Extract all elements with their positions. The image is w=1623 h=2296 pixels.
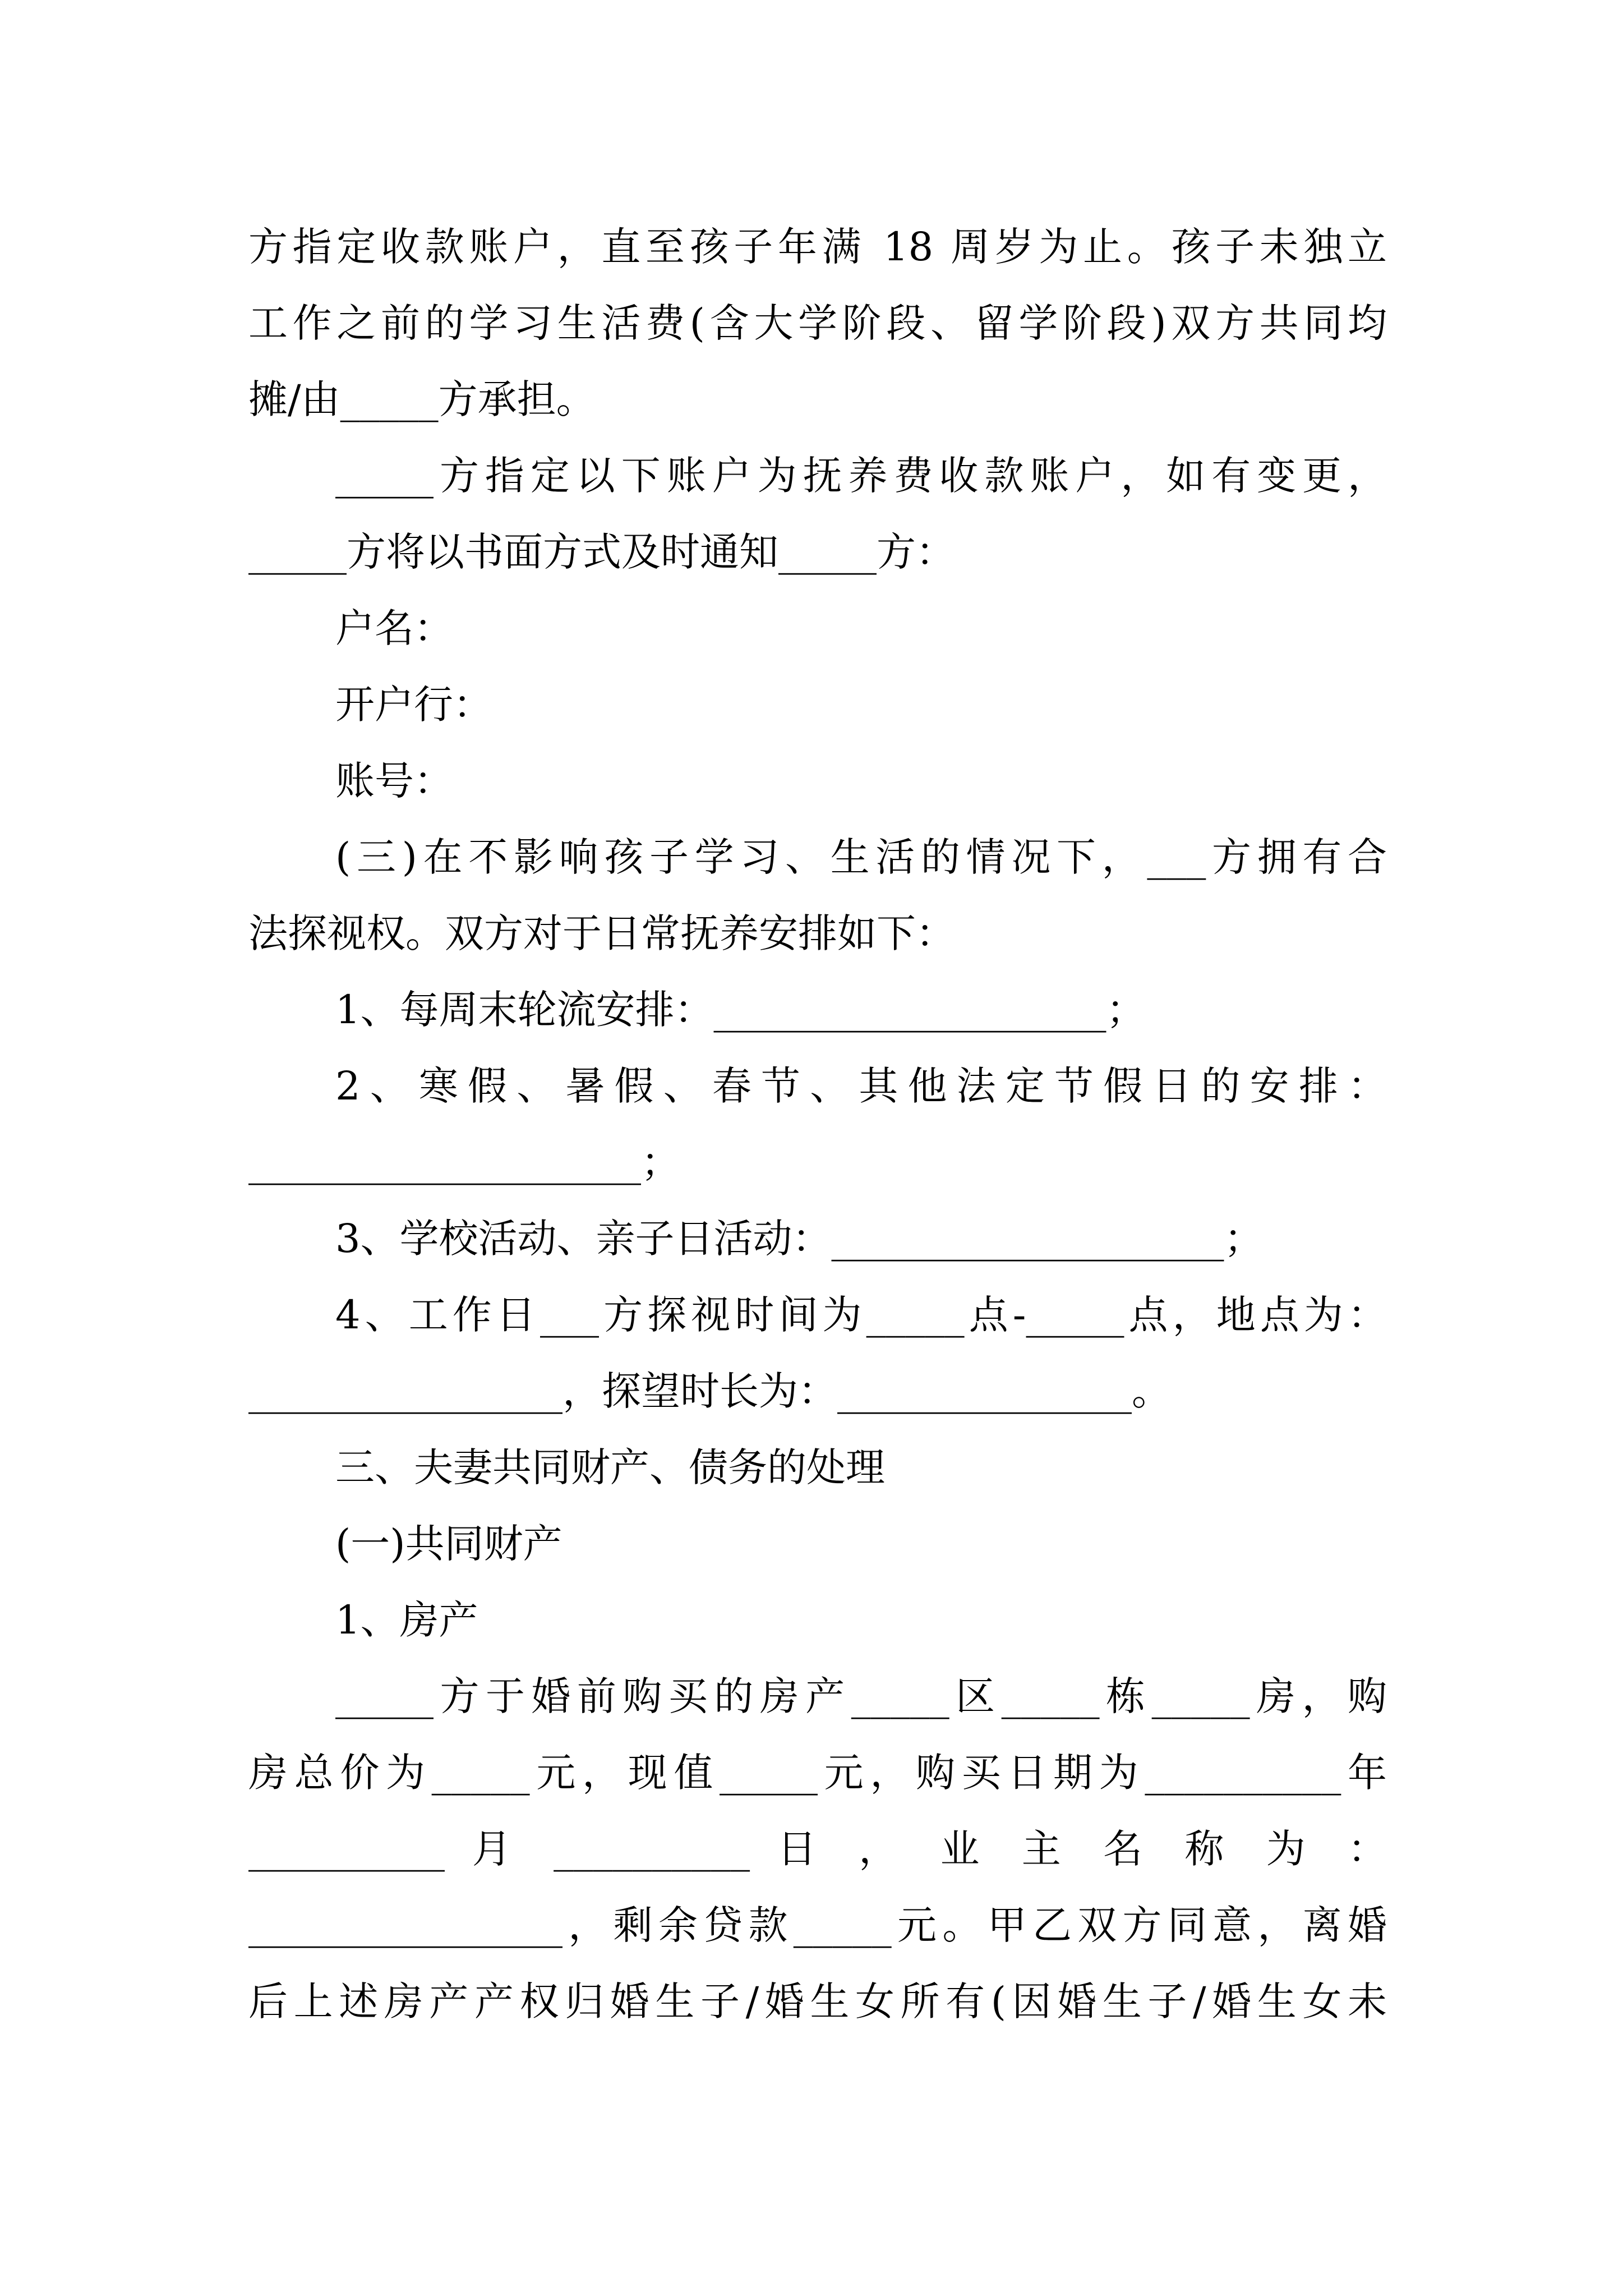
text-line: 方指定收款账户，直至孩子年满 18 周岁为止。孩子未独立 bbox=[248, 224, 1387, 270]
text-line: 房总价为_____元，现值_____元，购买日期为__________年 bbox=[248, 1750, 1387, 1796]
text-line: 后上述房产产权归婚生子/婚生女所有(因婚生子/婚生女未 bbox=[248, 1978, 1387, 2024]
text-line: _____方指定以下账户为抚养费收款账户，如有变更， bbox=[335, 453, 1387, 499]
bank-label: 开户行： bbox=[335, 682, 492, 728]
text-line: 摊/由_____方承担。 bbox=[248, 376, 596, 422]
account-number-label: 账号： bbox=[335, 758, 453, 804]
subsection-heading: (一)共同财产 bbox=[335, 1521, 562, 1567]
text-line: (三)在不影响孩子学习、生活的情况下，___方拥有合 bbox=[335, 834, 1387, 880]
text-line: ____________________； bbox=[248, 1139, 680, 1185]
text-line: _____方将以书面方式及时通知_____方： bbox=[248, 529, 955, 575]
text-line: _____方于婚前购买的房产_____区_____栋_____房，购 bbox=[335, 1673, 1387, 1719]
list-item: 4、工作日___方探视时间为_____点-_____点，地点为： bbox=[335, 1292, 1387, 1338]
text-line: 工作之前的学习生活费(含大学阶段、留学阶段)双方共同均 bbox=[248, 300, 1387, 346]
section-heading: 三、夫妻共同财产、债务的处理 bbox=[335, 1444, 885, 1490]
text-line: 法探视权。双方对于日常抚养安排如下： bbox=[248, 910, 955, 956]
text-line: ________________，探望时长为：_______________。 bbox=[248, 1368, 1171, 1414]
item-heading: 1、房产 bbox=[335, 1597, 478, 1643]
account-name-label: 户名： bbox=[335, 605, 453, 651]
list-item: 3、学校活动、亲子日活动：____________________； bbox=[335, 1216, 1264, 1262]
text-line: ________________，剩余贷款_____元。甲乙双方同意，离婚 bbox=[248, 1902, 1387, 1948]
list-item: 2、寒假、暑假、春节、其他法定节假日的安排： bbox=[335, 1063, 1387, 1109]
text-line: __________ 月 __________ 日 ， 业 主 名 称 为 ： bbox=[248, 1826, 1387, 1872]
list-item: 1、每周末轮流安排：____________________； bbox=[335, 987, 1146, 1033]
